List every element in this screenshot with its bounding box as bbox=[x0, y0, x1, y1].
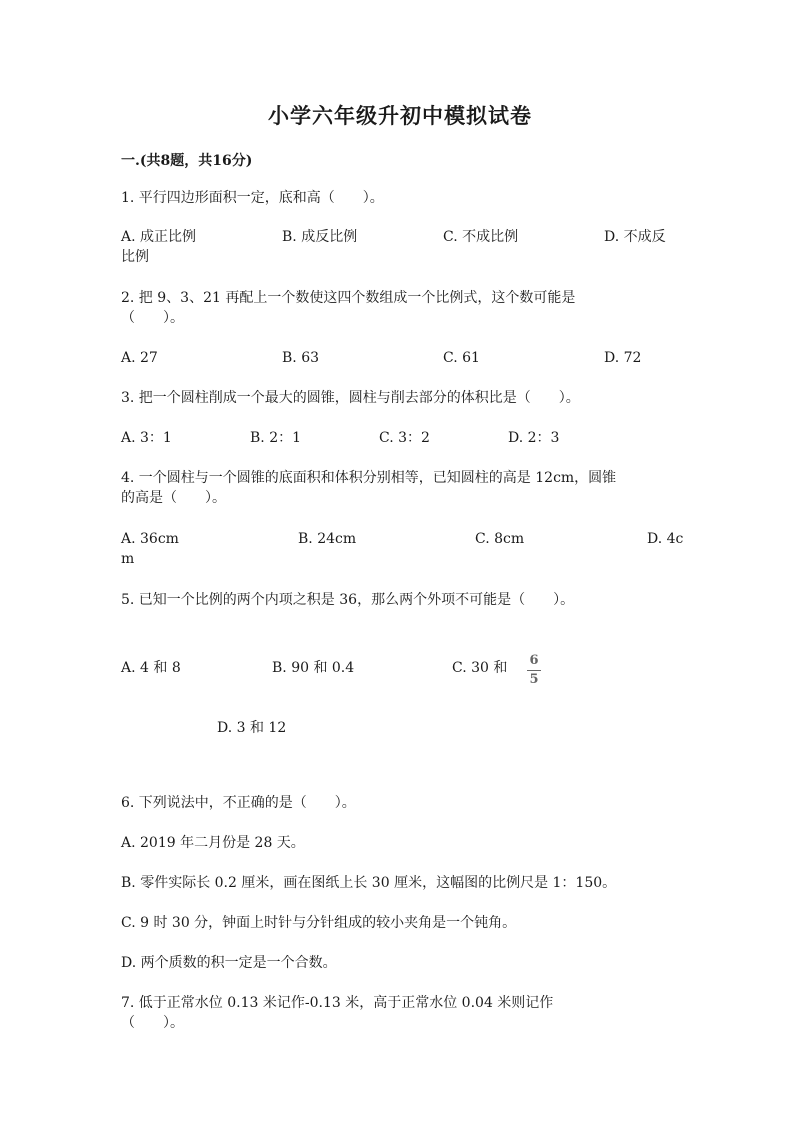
fraction-bar bbox=[527, 670, 541, 671]
question-2-option-c: C. 61 bbox=[443, 350, 480, 366]
question-2-stem: 2. 把 9、3、21 再配上一个数使这四个数组成一个比例式，这个数可能是 bbox=[121, 290, 576, 306]
question-4-option-c: C. 8cm bbox=[475, 531, 525, 547]
section-heading: 一.(共8题，共16分) bbox=[121, 153, 253, 169]
question-1-option-c: C. 不成比例 bbox=[443, 229, 519, 245]
question-6-option-d: D. 两个质数的积一定是一个合数。 bbox=[121, 955, 337, 971]
question-7-stem: 7. 低于正常水位 0.13 米记作-0.13 米，高于正常水位 0.04 米则记作 bbox=[121, 995, 554, 1011]
question-4-option-b: B. 24cm bbox=[298, 531, 357, 547]
question-4-stem: 4. 一个圆柱与一个圆锥的底面积和体积分别相等，已知圆柱的高是 12cm，圆锥 bbox=[121, 470, 617, 486]
question-5-option-b: B. 90 和 0.4 bbox=[272, 660, 355, 676]
question-1-stem: 1. 平行四边形面积一定，底和高（ ）。 bbox=[121, 190, 384, 206]
question-1-option-b: B. 成反比例 bbox=[282, 229, 358, 245]
question-6-option-c: C. 9 时 30 分，钟面上时针与分针组成的较小夹角是一个钝角。 bbox=[121, 915, 517, 931]
question-6-stem: 6. 下列说法中，不正确的是（ ）。 bbox=[121, 795, 356, 811]
question-2-stem-wrap: （ ）。 bbox=[121, 310, 184, 326]
question-4-option-a: A. 36cm bbox=[121, 531, 179, 547]
question-3-option-a: A. 3：1 bbox=[121, 430, 172, 446]
fraction-denominator: 5 bbox=[529, 672, 539, 687]
question-3-option-b: B. 2：1 bbox=[250, 430, 302, 446]
question-4-option-d: D. 4c bbox=[647, 531, 684, 547]
page-title: 小学六年级升初中模拟试卷 bbox=[268, 103, 532, 128]
question-3-stem: 3. 把一个圆柱削成一个最大的圆锥，圆柱与削去部分的体积比是（ ）。 bbox=[121, 390, 580, 406]
question-3-option-d: D. 2：3 bbox=[508, 430, 560, 446]
question-6-option-b: B. 零件实际长 0.2 厘米，画在图纸上长 30 厘米，这幅图的比例尺是 1：150。 bbox=[121, 875, 617, 891]
question-1-option-d-wrap: 比例 bbox=[121, 249, 149, 265]
question-4-option-d-wrap: m bbox=[121, 551, 135, 567]
question-1-option-a: A. 成正比例 bbox=[121, 229, 197, 245]
question-7-stem-wrap: （ ）。 bbox=[121, 1015, 184, 1031]
question-5-option-d: D. 3 和 12 bbox=[217, 720, 287, 736]
question-5-option-c-fraction bbox=[527, 654, 541, 687]
question-2-option-d: D. 72 bbox=[604, 350, 642, 366]
fraction-numerator: 6 bbox=[529, 653, 539, 668]
question-6-option-a: A. 2019 年二月份是 28 天。 bbox=[121, 835, 305, 851]
question-5-option-a: A. 4 和 8 bbox=[121, 660, 181, 676]
question-5-stem: 5. 已知一个比例的两个内项之积是 36，那么两个外项不可能是（ ）。 bbox=[121, 592, 575, 608]
question-2-option-a: A. 27 bbox=[121, 350, 158, 366]
question-2-option-b: B. 63 bbox=[282, 350, 320, 366]
question-3-option-c: C. 3：2 bbox=[379, 430, 430, 446]
question-1-option-d: D. 不成反 bbox=[604, 229, 666, 245]
question-5-option-c: C. 30 和 bbox=[452, 660, 508, 676]
question-4-stem-wrap: 的高是（ ）。 bbox=[121, 490, 226, 506]
